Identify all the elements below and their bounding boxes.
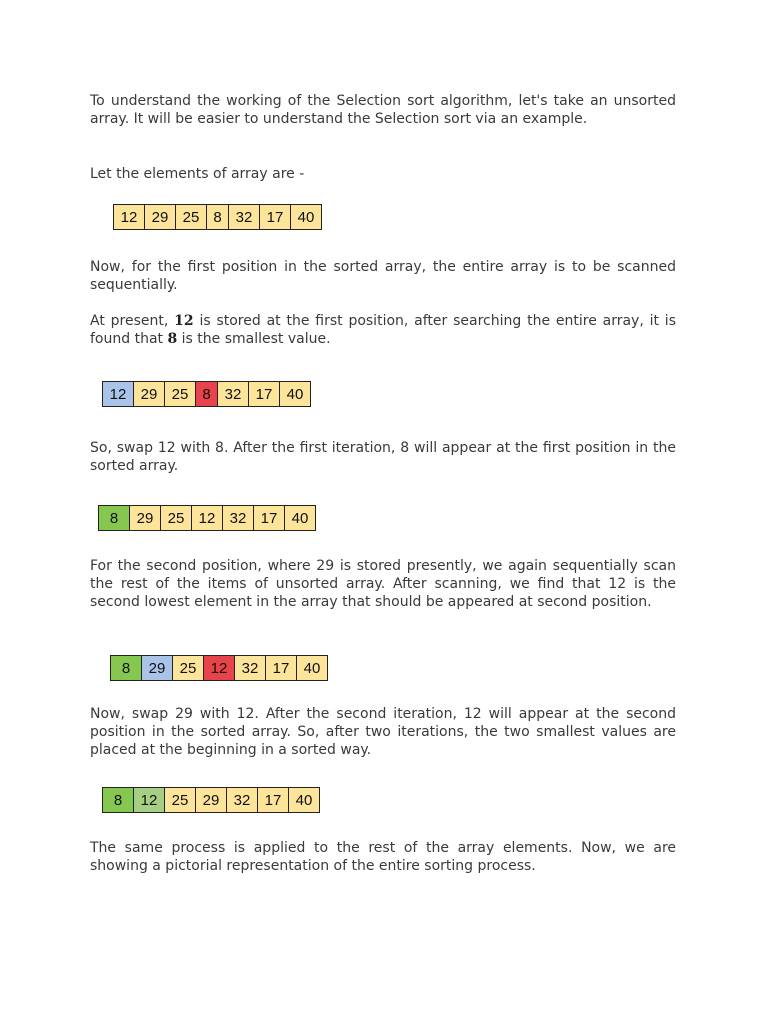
intro-paragraph: To understand the working of the Selection sort algorithm, let's take an unsorted array. It will be easier to understand the Selection sort via an example. (90, 93, 676, 128)
array-cell: 40 (285, 506, 316, 530)
array-intro-text: Let the elements of array are - (90, 166, 305, 182)
bold-value-12: 12 (174, 313, 194, 329)
array-cell: 40 (289, 788, 320, 812)
text-segment: At present, (90, 313, 175, 329)
array-cell: 32 (223, 506, 254, 530)
array-cell: 12 (103, 382, 134, 406)
array-cell: 32 (218, 382, 249, 406)
array-cell: 25 (173, 656, 204, 680)
array-cell: 8 (99, 506, 130, 530)
array-cell: 12 (114, 205, 145, 229)
array-cell: 40 (297, 656, 328, 680)
text-segment: is the smallest value. (177, 331, 331, 348)
array-after-second-iteration (102, 787, 320, 813)
array-cell: 25 (165, 788, 196, 812)
array-cell: 32 (235, 656, 266, 680)
array-cell: 8 (111, 656, 142, 680)
array-cell: 32 (227, 788, 258, 812)
array-cell: 29 (130, 506, 161, 530)
array-cell: 32 (229, 205, 260, 229)
array-cell: 8 (196, 382, 218, 406)
array-cell: 12 (134, 788, 165, 812)
array-cell: 8 (207, 205, 229, 229)
array-after-first-iteration (98, 505, 316, 531)
closing-paragraph: The same process is applied to the rest of the array elements. Now, we are showing a pictorial representation of the entire sorting process. (90, 840, 676, 875)
array-cell: 25 (161, 506, 192, 530)
first-position-paragraph: Now, for the first position in the sorted array, the entire array is to be scanned sequentially. (90, 259, 676, 294)
array-cell: 40 (280, 382, 311, 406)
array-second-scan (110, 655, 328, 681)
swap-first-paragraph: So, swap 12 with 8. After the first iteration, 8 will appear at the first position in the sorted array. (90, 440, 676, 475)
array-cell: 12 (204, 656, 235, 680)
array-cell: 29 (142, 656, 173, 680)
array-cell: 29 (134, 382, 165, 406)
array-cell: 25 (165, 382, 196, 406)
array-initial (113, 204, 322, 230)
array-cell: 17 (254, 506, 285, 530)
array-cell: 17 (249, 382, 280, 406)
array-cell: 17 (260, 205, 291, 229)
bold-value-8: 8 (167, 331, 178, 348)
array-cell: 12 (192, 506, 223, 530)
array-cell: 17 (258, 788, 289, 812)
array-cell: 29 (196, 788, 227, 812)
array-cell: 40 (291, 205, 322, 229)
array-cell: 17 (266, 656, 297, 680)
array-cell: 8 (103, 788, 134, 812)
array-cell: 25 (176, 205, 207, 229)
array-cell: 29 (145, 205, 176, 229)
text-segment: is stored at the first position, after searching the entire array, it is found that (90, 313, 676, 348)
second-position-paragraph: For the second position, where 29 is stored presently, we again sequentially scan the rest of the items of unsorted array. After scanning, we find that 12 is the second lowest element in the array that should be appeared at second position. (90, 558, 676, 611)
array-first-scan (102, 381, 311, 407)
swap-second-paragraph: Now, swap 29 with 12. After the second iteration, 12 will appear at the second position in the sorted array. So, after two iterations, the two smallest values are placed at the beginning in a sorted way. (90, 706, 676, 759)
at-present-paragraph (90, 312, 676, 348)
